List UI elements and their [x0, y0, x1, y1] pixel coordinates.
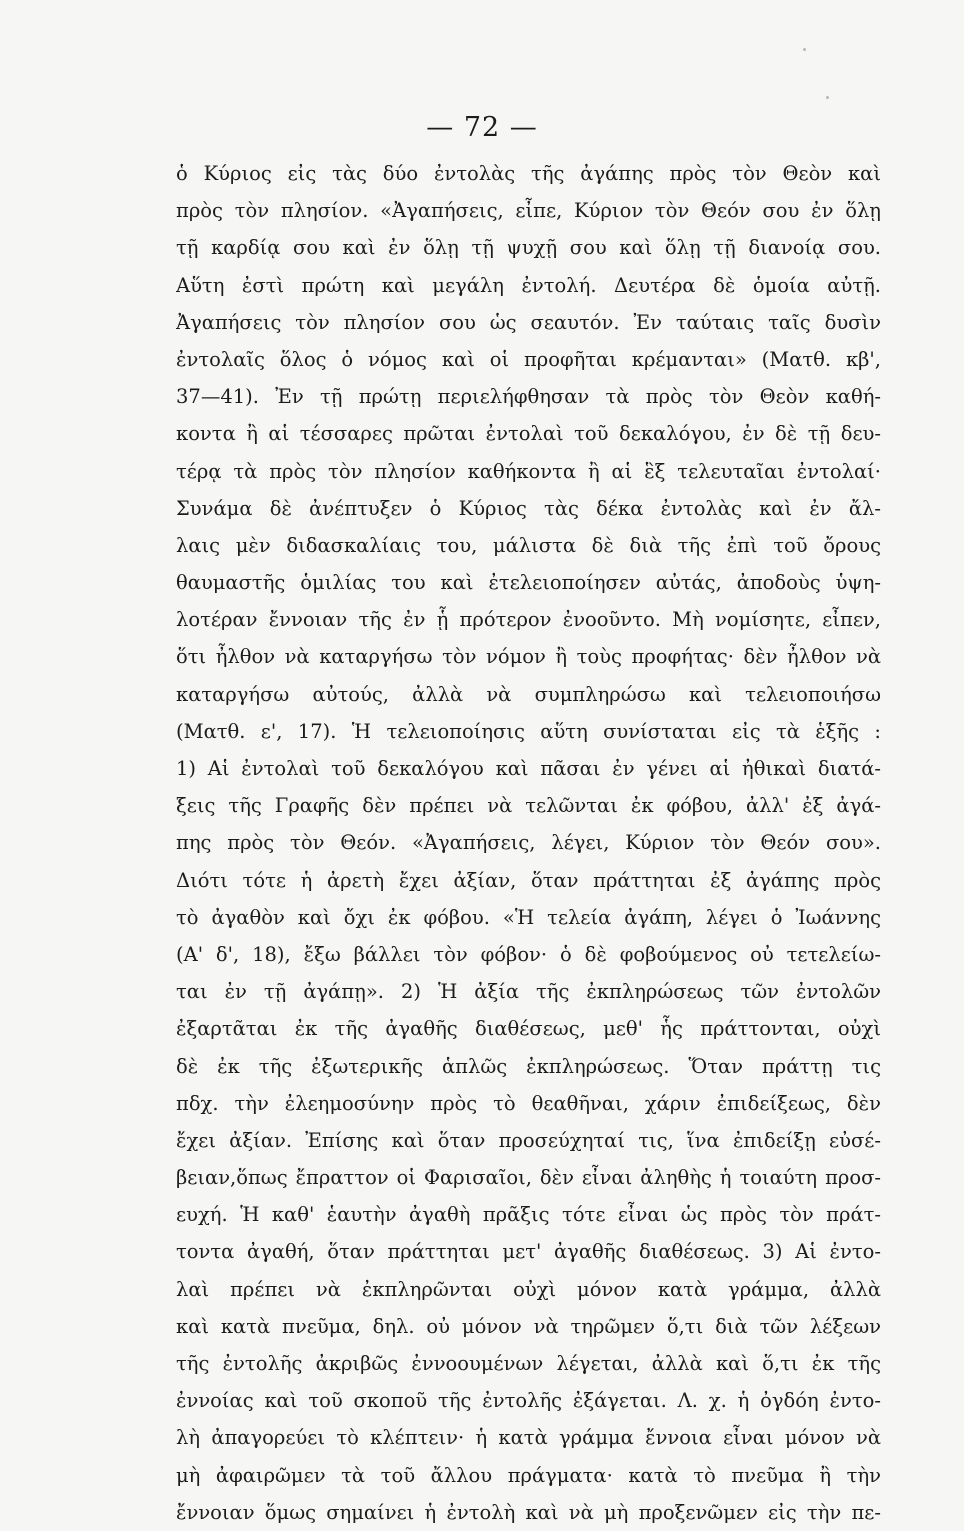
- text-line: τῇ καρδίᾳ σου καὶ ἐν ὅλῃ τῇ ψυχῇ σου καὶ ὅλῃ τῇ διανοίᾳ σου.: [176, 236, 881, 260]
- text-line: ὁ Κύριος εἰς τὰς δύο ἐντολὰς τῆς ἀγάπης πρὸς τὸν Θεὸν καὶ: [176, 162, 881, 185]
- text-line: ἐντολαῖς ὅλος ὁ νόμος καὶ οἱ προφῆται κρέμανται» (Ματθ. κβ',: [176, 347, 881, 371]
- text-line: θαυμαστῆς ὁμιλίας του καὶ ἐτελειοποίησεν αὐτάς, ἀποδοὺς ὑψη-: [176, 571, 881, 595]
- body-text: [176, 155, 881, 1531]
- text-line: μὴ ἀφαιρῶμεν τὰ τοῦ ἄλλου πράγματα· κατὰ τὸ πνεῦμα ἢ τὴν: [176, 1463, 881, 1487]
- text-line: ται ἐν τῇ ἀγάπῃ». 2) Ἡ ἀξία τῆς ἐκπληρώσεως τῶν ἐντολῶν: [176, 980, 881, 1004]
- text-line: Αὕτη ἐστὶ πρώτη καὶ μεγάλη ἐντολή. Δευτέρα δὲ ὁμοία αὐτῇ.: [176, 273, 881, 297]
- text-line: ευχή. Ἡ καθ' ἑαυτὴν ἀγαθὴ πρᾶξις τότε εἶναι ὡς πρὸς τὸν πράτ-: [176, 1203, 881, 1227]
- text-line: ἔννοιαν ὅμως σημαίνει ἡ ἐντολὴ καὶ νὰ μὴ προξενῶμεν εἰς τὴν πε-: [176, 1500, 881, 1524]
- text-line: 1) Αἱ ἐντολαὶ τοῦ δεκαλόγου καὶ πᾶσαι ἐν γένει αἱ ἠθικαὶ διατά-: [176, 757, 881, 780]
- text-line: Συνάμα δὲ ἀνέπτυξεν ὁ Κύριος τὰς δέκα ἐντολὰς καὶ ἐν ἄλ-: [176, 496, 881, 520]
- text-line: καταργήσω αὐτούς, ἀλλὰ νὰ συμπληρώσω καὶ τελειοποιήσω: [176, 682, 881, 706]
- text-line: ἔχει ἀξίαν. Ἐπίσης καὶ ὅταν προσεύχηταί τις, ἵνα ἐπιδείξῃ εὐσέ-: [176, 1128, 881, 1152]
- text-line: καὶ κατὰ πνεῦμα, δηλ. οὐ μόνον νὰ τηρῶμεν ὅ,τι διὰ τῶν λέξεων: [176, 1314, 881, 1338]
- text-line: (Ματθ. ε', 17). Ἡ τελειοποίησις αὕτη συνίσταται εἰς τὰ ἑξῆς :: [176, 719, 881, 743]
- text-line: τοντα ἀγαθή, ὅταν πράττηται μετ' ἀγαθῆς διαθέσεως. 3) Αἱ ἐντο-: [176, 1240, 881, 1264]
- text-line: λαις μὲν διδασκαλίαις του, μάλιστα δὲ διὰ τῆς ἐπὶ τοῦ ὄρους: [176, 533, 881, 557]
- paper-speck: [803, 48, 806, 51]
- text-line: 37—41). Ἐν τῇ πρώτῃ περιελήφθησαν τὰ πρὸς τὸν Θεὸν καθή-: [176, 385, 881, 409]
- text-line: λὴ ἀπαγορεύει τὸ κλέπτειν· ἡ κατὰ γράμμα ἔννοια εἶναι μόνον νὰ: [176, 1426, 881, 1450]
- text-line: λαὶ πρέπει νὰ ἐκπληρῶνται οὐχὶ μόνον κατὰ γράμμα, ἀλλὰ: [176, 1277, 881, 1301]
- page-number: — 72 —: [426, 112, 538, 143]
- text-line: τῆς ἐντολῆς ἀκριβῶς ἐννοουμένων λέγεται, ἀλλὰ καὶ ὅ,τι ἐκ τῆς: [176, 1352, 881, 1375]
- text-line: λοτέραν ἔννοιαν τῆς ἐν ᾗ πρότερον ἐνοοῦντο. Μὴ νομίσητε, εἶπεν,: [176, 608, 881, 632]
- text-line: ἐξαρτᾶται ἐκ τῆς ἀγαθῆς διαθέσεως, μεθ' ἧς πράττονται, οὐχὶ: [176, 1017, 881, 1041]
- text-line: ἐννοίας καὶ τοῦ σκοποῦ τῆς ἐντολῆς ἐξάγεται. Λ. χ. ἡ ὀγδόη ἐντο-: [176, 1389, 881, 1413]
- paper-speck: [826, 96, 829, 99]
- text-line: τὸ ἀγαθὸν καὶ ὄχι ἐκ φόβου. «Ἡ τελεία ἀγάπη, λέγει ὁ Ἰωάννης: [176, 905, 881, 929]
- text-line: βειαν,ὅπως ἔπραττον οἱ Φαρισαῖοι, δὲν εἶναι ἀληθὴς ἡ τοιαύτη προσ-: [176, 1166, 881, 1190]
- text-line: τέρᾳ τὰ πρὸς τὸν πλησίον καθήκοντα ἢ αἱ ἓξ τελευταῖαι ἐντολαί·: [176, 459, 881, 483]
- text-line: κοντα ἢ αἱ τέσσαρες πρῶται ἐντολαὶ τοῦ δεκαλόγου, ἐν δὲ τῇ δευ-: [176, 422, 881, 446]
- text-line: Ἀγαπήσεις τὸν πλησίον σου ὡς σεαυτόν. Ἐν ταύταις ταῖς δυσὶν: [176, 310, 881, 334]
- text-line: δὲ ἐκ τῆς ἐξωτερικῆς ἁπλῶς ἐκπληρώσεως. Ὅταν πράττῃ τις: [176, 1054, 881, 1078]
- text-line: ξεις τῆς Γραφῆς δὲν πρέπει νὰ τελῶνται ἐκ φόβου, ἀλλ' ἐξ ἀγά-: [176, 794, 881, 818]
- text-line: Διότι τότε ἡ ἀρετὴ ἔχει ἀξίαν, ὅταν πράττηται ἐξ ἀγάπης πρὸς: [176, 868, 881, 892]
- text-line: πδχ. τὴν ἐλεημοσύνην πρὸς τὸ θεαθῆναι, χάριν ἐπιδείξεως, δὲν: [176, 1091, 881, 1115]
- text-line: πρὸς τὸν πλησίον. «Ἀγαπήσεις, εἶπε, Κύριον τὸν Θεόν σου ἐν ὅλῃ: [176, 199, 881, 223]
- text-line: (Α' δ', 18), ἔξω βάλλει τὸν φόβον· ὁ δὲ φοβούμενος οὐ τετελείω-: [176, 942, 881, 966]
- text-line: ὅτι ἦλθον νὰ καταργήσω τὸν νόμον ἢ τοὺς προφήτας· δὲν ἦλθον νὰ: [176, 645, 881, 669]
- text-line: πης πρὸς τὸν Θεόν. «Ἀγαπήσεις, λέγει, Κύριον τὸν Θεόν σου».: [176, 831, 881, 855]
